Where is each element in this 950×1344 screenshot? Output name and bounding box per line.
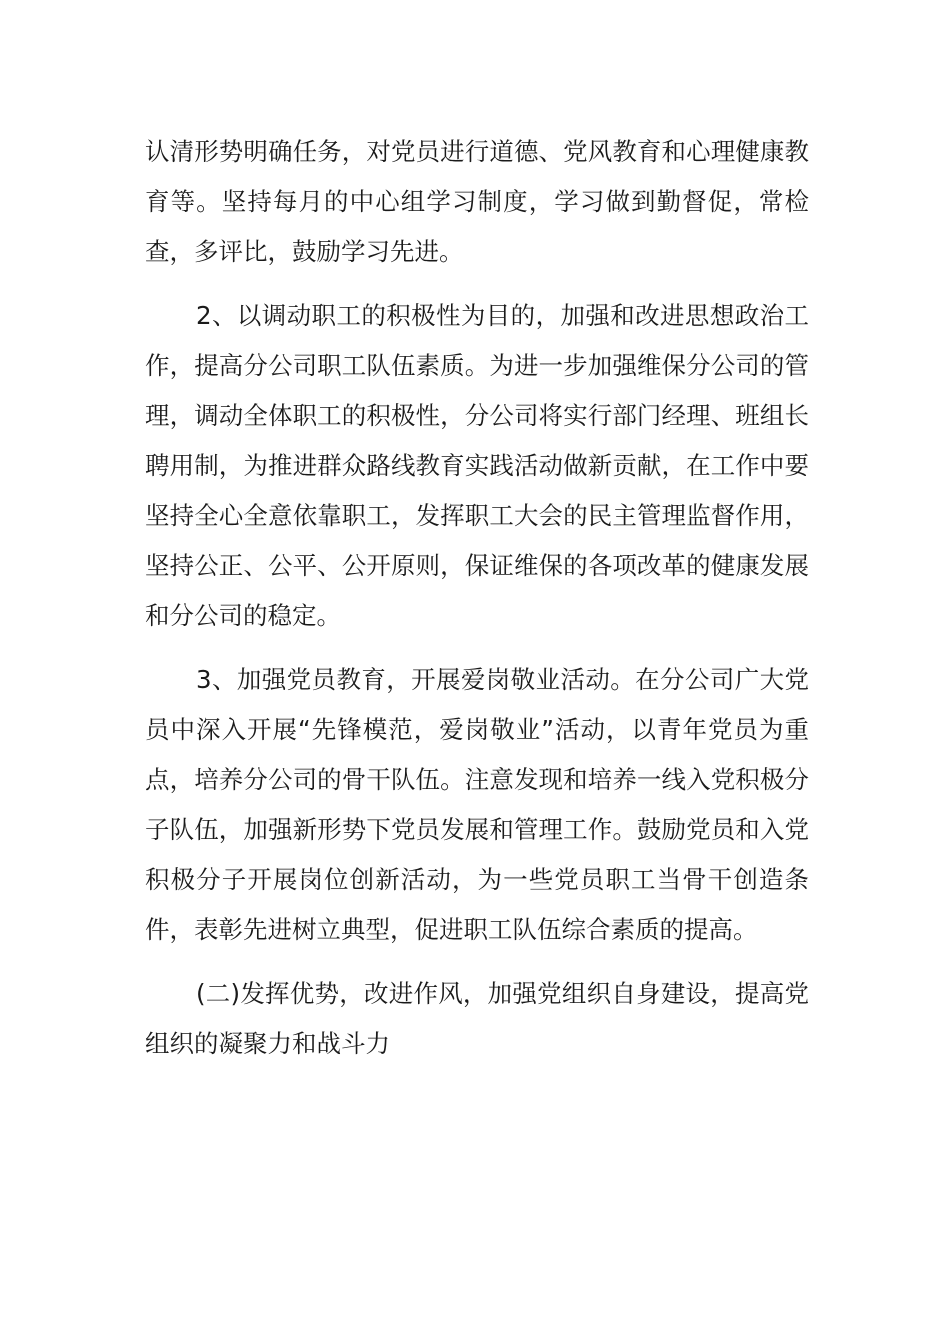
document-body: [145, 127, 809, 1069]
section-heading-2: (二)发挥优势，改进作风，加强党组织自身建设，提高党组织的凝聚力和战斗力: [145, 979, 809, 1058]
paragraph-item-2: 2、以调动职工的积极性为目的，加强和改进思想政治工作，提高分公司职工队伍素质。为进一步加强维保分公司的管理，调动全体职工的积极性，分公司将实行部门经理、班组长聘用制，为推进群众路线教育实践活动做新贡献，在工作中要坚持全心全意依靠职工，发挥职工大会的民主管理监督作用，坚持公正、公平、公开原则，保证维保的各项改革的健康发展和分公司的稳定。: [145, 301, 809, 630]
paragraph-intro: 认清形势明确任务，对党员进行道德、党风教育和心理健康教育等。坚持每月的中心组学习制度，学习做到勤督促，常检查，多评比，鼓励学习先进。: [145, 137, 809, 266]
paragraph-item-3: 3、加强党员教育，开展爱岗敬业活动。在分公司广大党员中深入开展“先锋模范，爱岗敬业”活动，以青年党员为重点，培养分公司的骨干队伍。注意发现和培养一线入党积极分子队伍，加强新形势下党员发展和管理工作。鼓励党员和入党积极分子开展岗位创新活动，为一些党员职工当骨干创造条件，表彰先进树立典型，促进职工队伍综合素质的提高。: [145, 665, 809, 944]
